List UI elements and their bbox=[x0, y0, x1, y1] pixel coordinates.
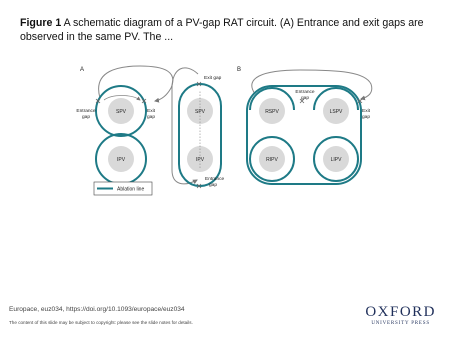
lipv-label: LIPV bbox=[330, 157, 342, 163]
legend bbox=[94, 182, 152, 195]
panel-a-label: A bbox=[80, 67, 85, 73]
caption-text: A schematic diagram of a PV-gap RAT circuit. (A) Entrance and exit gaps are observed in the same PV. The ... bbox=[20, 17, 424, 43]
lspv-label: LSPV bbox=[329, 109, 343, 115]
panel-middle bbox=[172, 68, 225, 188]
ripv-label: RIPV bbox=[266, 157, 278, 163]
panel-b bbox=[247, 70, 372, 184]
exit-gap-label: Exit gap bbox=[204, 76, 222, 81]
ipv-label: IPV bbox=[195, 157, 205, 163]
footer-citation: Europace, euz034, https://doi.org/10.1093/europace/euz034 bbox=[9, 306, 185, 313]
entrance-gap-label-1: Entrance bbox=[76, 109, 96, 114]
entrance-gap-label-1: Entrance bbox=[205, 177, 225, 182]
legend-ablation-label: Ablation line bbox=[117, 186, 145, 193]
exit-gap-label-2: gap bbox=[146, 115, 156, 120]
exit-gap-label-1: Exit bbox=[147, 109, 155, 114]
entrance-gap-label-2: gap bbox=[81, 115, 91, 120]
figure-label: Figure 1 bbox=[20, 17, 62, 29]
rspv-label: RSPV bbox=[265, 109, 279, 115]
ipv-label: IPV bbox=[116, 157, 126, 163]
oxford-logo bbox=[365, 305, 436, 327]
entrance-gap-label-2: gap bbox=[209, 183, 218, 188]
exit-gap-label-2: gap bbox=[361, 115, 371, 120]
logo-main-text: OXFORD bbox=[365, 304, 436, 320]
logo-sub-text: UNIVERSITY PRESS bbox=[371, 321, 430, 326]
entrance-gap-label-1: Entrance bbox=[295, 90, 315, 95]
exit-gap-label-1: Exit bbox=[362, 109, 370, 114]
spv-label: SPV bbox=[194, 109, 206, 115]
footer-copyright: The content of this slide may be subject to copyright: please see the slide notes for details. bbox=[9, 320, 193, 325]
panel-a-outer-path bbox=[99, 66, 173, 101]
panel-a bbox=[76, 66, 172, 184]
spv-label: SPV bbox=[115, 109, 127, 115]
panel-b-label: B bbox=[237, 67, 242, 73]
entrance-gap-label-2: gap bbox=[300, 96, 310, 101]
